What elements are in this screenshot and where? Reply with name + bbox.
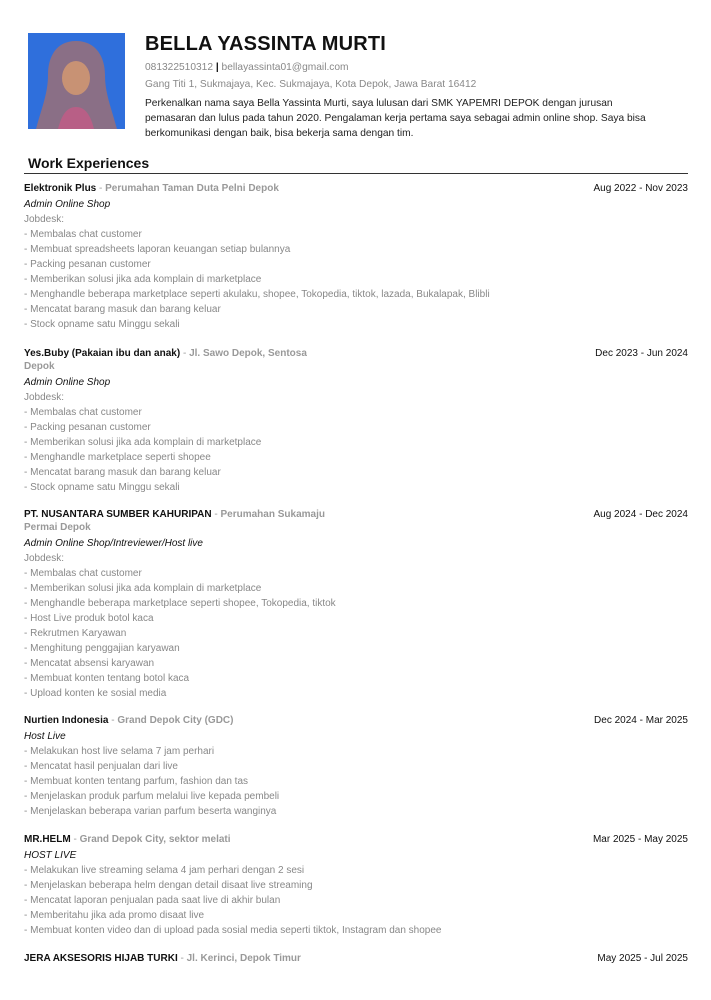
employment-dates: Dec 2023 - Jun 2024 [595, 348, 688, 359]
profile-summary [145, 96, 685, 141]
employment-dates: Dec 2024 - Mar 2025 [594, 715, 688, 726]
job-role: Admin Online Shop [24, 199, 111, 210]
jobdesk-item: - Packing pesanan customer [24, 259, 151, 270]
jobdesk-item: - Rekrutmen Karyawan [24, 628, 127, 639]
company-location-separator: - [180, 348, 190, 359]
company-location: Perumahan Taman Duta Pelni Depok [105, 183, 279, 194]
jobdesk-item: - Membuat konten tentang botol kaca [24, 673, 190, 684]
email-address[interactable]: bellayassinta01@gmail.com [221, 62, 349, 73]
job-entry [24, 714, 688, 819]
company-name: Nurtien Indonesia [24, 715, 109, 726]
company-location-continued: Depok [24, 361, 55, 372]
profile-photo [28, 33, 125, 129]
job-header [24, 833, 688, 846]
job-role: Admin Online Shop/Intreviewer/Host live [24, 538, 203, 549]
jobdesk-item: - Mencatat barang masuk dan barang keluar [24, 304, 221, 315]
jobdesk-item: - Packing pesanan customer [24, 422, 151, 433]
jobdesk-item: - Memberikan solusi jika ada komplain di marketplace [24, 274, 262, 285]
jobdesk-item: - Menjelaskan beberapa varian parfum beserta wanginya [24, 806, 277, 817]
company-location-separator: - [108, 715, 118, 726]
job-entry [24, 182, 688, 332]
job-entry [24, 347, 688, 495]
jobdesk-item: - Stock opname satu Minggu sekali [24, 319, 180, 330]
summary-line: pemasaran dan lulus pada tahun 2020. Pengalaman kerja pertama saya sebagai admin online shop. Saya bisa [145, 113, 646, 124]
jobdesk-item: - Menghitung penggajian karyawan [24, 643, 180, 654]
company-location-separator: - [177, 953, 187, 964]
jobdesk-item: - Mencatat barang masuk dan barang keluar [24, 467, 221, 478]
jobdesk-item: Jobdesk: [24, 392, 65, 403]
summary-line: berkomunikasi dengan baik, bisa bekerja sama dengan tim. [145, 128, 414, 139]
jobdesk-item: - Memberikan solusi jika ada komplain di marketplace [24, 437, 262, 448]
summary-line: Perkenalkan nama saya Bella Yassinta Murti, saya lulusan dari SMK YAPEMRI DEPOK dengan jurusan [145, 98, 613, 109]
company-line [24, 347, 688, 360]
jobdesk-list [24, 212, 688, 332]
profile-photo-icon [28, 33, 125, 129]
company-location: Jl. Kerinci, Depok Timur [186, 953, 301, 964]
company-location: Grand Depok City (GDC) [117, 715, 234, 726]
jobdesk-item: - Menjelaskan beberapa helm dengan detail disaat live streaming [24, 880, 313, 891]
contact-separator: | [215, 62, 219, 73]
company-name: Yes.Buby (Pakaian ibu dan anak) [24, 348, 181, 359]
jobdesk-item: - Stock opname satu Minggu sekali [24, 482, 180, 493]
company-location-continued: Permai Depok [24, 522, 91, 533]
company-location-separator: - [211, 509, 221, 520]
job-entry [24, 952, 688, 965]
jobdesk-item: - Membalas chat customer [24, 568, 142, 579]
jobdesk-item: - Mencatat hasil penjualan dari live [24, 761, 178, 772]
employment-dates: Aug 2022 - Nov 2023 [593, 183, 688, 194]
jobdesk-list [24, 863, 688, 938]
phone-number: 081322510312 [145, 62, 213, 73]
job-header [24, 347, 688, 373]
jobdesk-item: - Mencatat laporan penjualan pada saat live di akhir bulan [24, 895, 281, 906]
company-location: Perumahan Sukamaju [220, 509, 325, 520]
jobdesk-item: - Menjelaskan produk parfum melalui live kepada pembeli [24, 791, 280, 802]
jobdesk-item: - Melakukan host live selama 7 jam perhari [24, 746, 215, 757]
jobdesk-item: - Menghandle marketplace seperti shopee [24, 452, 211, 463]
job-header [24, 714, 688, 727]
company-location-separator: - [70, 834, 80, 845]
jobdesk-list [24, 390, 688, 495]
job-entry [24, 508, 688, 701]
jobdesk-list [24, 744, 688, 819]
jobdesk-item: - Upload konten ke sosial media [24, 688, 167, 699]
job-role: Admin Online Shop [24, 377, 111, 388]
company-name: Elektronik Plus [24, 183, 97, 194]
job-role: HOST LIVE [24, 850, 77, 861]
company-location-separator: - [96, 183, 106, 194]
section-divider [24, 173, 688, 174]
company-name: MR.HELM [24, 834, 71, 845]
jobdesk-item: - Host Live produk botol kaca [24, 613, 154, 624]
company-line [24, 508, 688, 521]
company-line [24, 714, 688, 727]
candidate-name: BELLA YASSINTA MURTI [145, 33, 387, 55]
company-line [24, 833, 688, 846]
jobdesk-item: - Membuat konten video dan di upload pada sosial media seperti tiktok, Instagram dan shopee [24, 925, 442, 936]
jobdesk-item: - Memberitahu jika ada promo disaat live [24, 910, 205, 921]
jobdesk-item: Jobdesk: [24, 214, 65, 225]
jobdesk-item: Jobdesk: [24, 553, 65, 564]
contact-line [145, 62, 349, 73]
jobdesk-item: - Melakukan live streaming selama 4 jam perhari dengan 2 sesi [24, 865, 305, 876]
home-address: Gang Titi 1, Sukmajaya, Kec. Sukmajaya, Kota Depok, Jawa Barat 16412 [145, 79, 477, 90]
company-location: Grand Depok City, sektor melati [79, 834, 231, 845]
job-header [24, 508, 688, 534]
jobdesk-item: - Menghandle beberapa marketplace seperti akulaku, shopee, Tokopedia, tiktok, lazada, Bukalapak, Blibli [24, 289, 490, 300]
job-header [24, 182, 688, 195]
jobdesk-item: - Membuat spreadsheets laporan keuangan setiap bulannya [24, 244, 291, 255]
company-name: JERA AKSESORIS HIJAB TURKI [24, 953, 178, 964]
company-line [24, 952, 688, 965]
jobdesk-list [24, 551, 688, 701]
jobdesk-item: - Membalas chat customer [24, 407, 142, 418]
employment-dates: Mar 2025 - May 2025 [592, 834, 688, 845]
jobdesk-item: - Mencatat absensi karyawan [24, 658, 155, 669]
employment-dates: May 2025 - Jul 2025 [597, 953, 688, 964]
company-location: Jl. Sawo Depok, Sentosa [189, 348, 307, 359]
jobdesk-item: - Memberikan solusi jika ada komplain di marketplace [24, 583, 262, 594]
jobdesk-item: - Menghandle beberapa marketplace seperti shopee, Tokopedia, tiktok [24, 598, 336, 609]
jobdesk-item: - Membalas chat customer [24, 229, 142, 240]
jobdesk-item: - Membuat konten tentang parfum, fashion dan tas [24, 776, 249, 787]
company-name: PT. NUSANTARA SUMBER KAHURIPAN [24, 509, 212, 520]
company-line [24, 182, 688, 195]
job-role: Host Live [24, 731, 66, 742]
job-entry [24, 833, 688, 938]
employment-dates: Aug 2024 - Dec 2024 [593, 509, 688, 520]
section-title-work-experiences: Work Experiences [28, 155, 150, 171]
job-header [24, 952, 688, 965]
